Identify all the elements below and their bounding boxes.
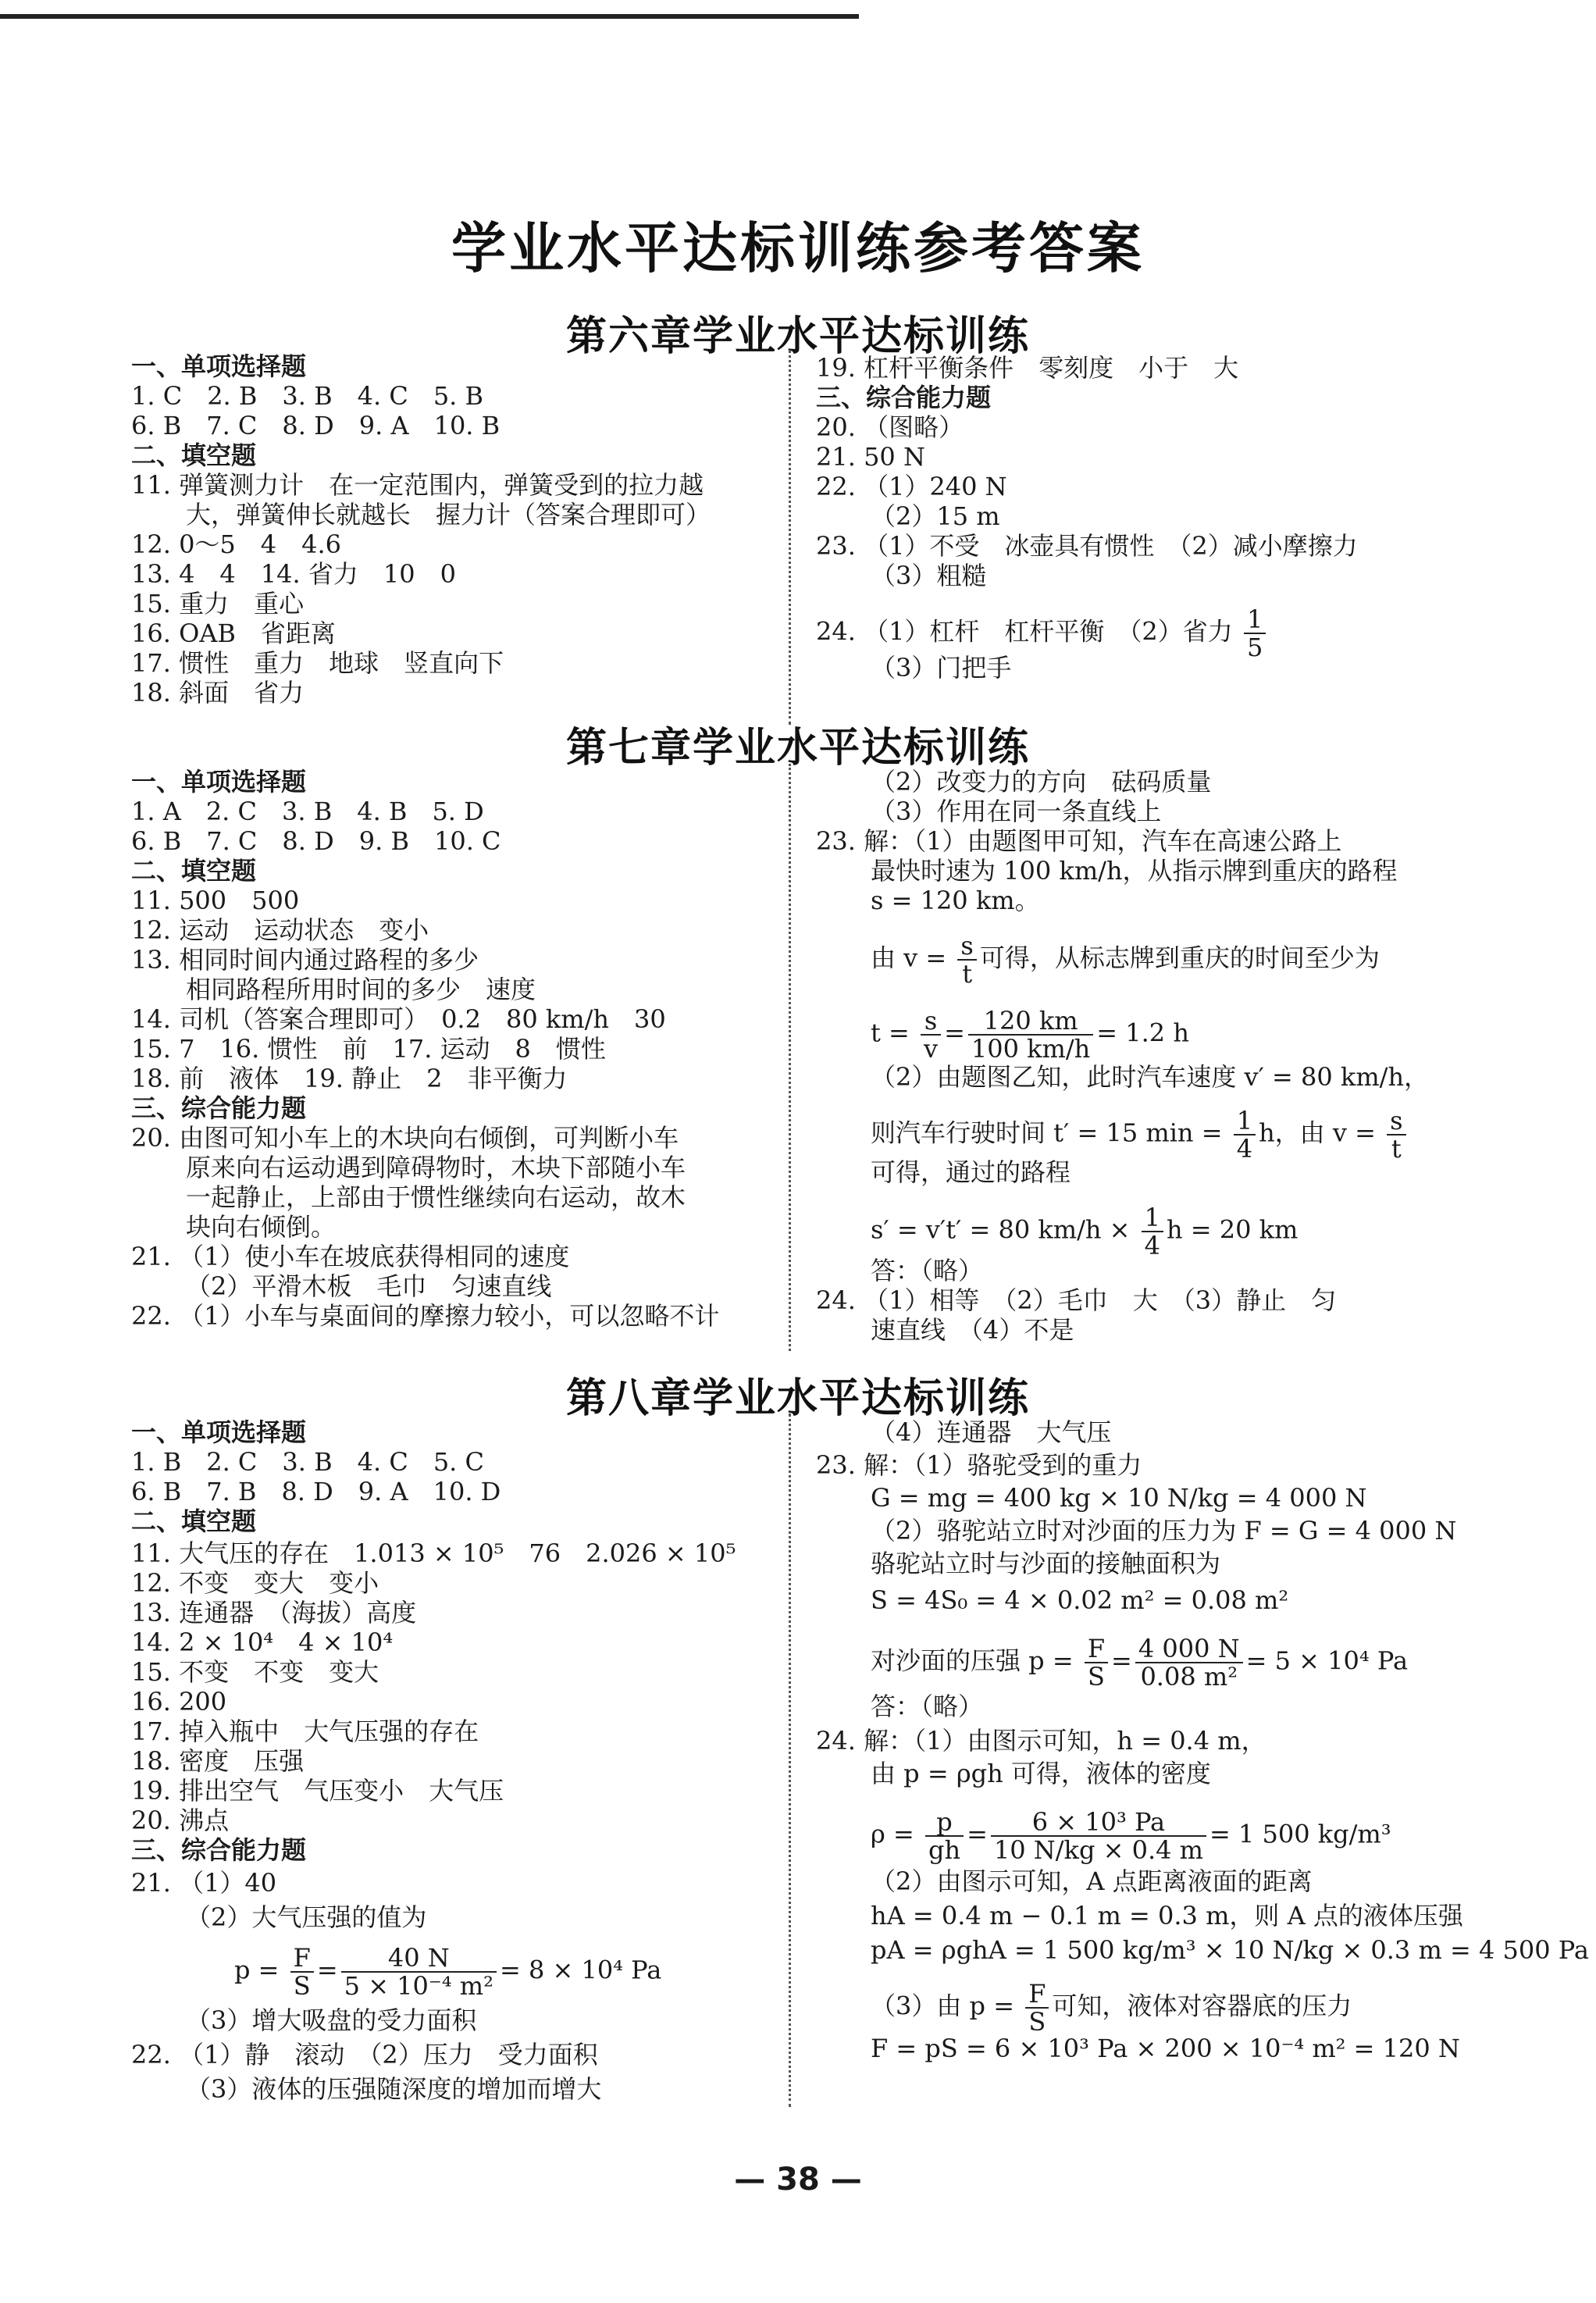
- fraction-p-gh: $\frac{p}{gh}$: [925, 1809, 964, 1863]
- ch7-line: 块向右倾倒。: [186, 1212, 337, 1242]
- ch8-line: 6. B 7. B 8. D 9. A 10. D: [131, 1477, 501, 1506]
- ch6-line: 大，弹簧伸长就越长 握力计（答案合理即可）: [186, 500, 711, 529]
- page-number-value: 38: [776, 2162, 820, 2198]
- ch6-line: 6. B 7. C 8. D 9. A 10. B: [131, 411, 501, 440]
- ch7-heading-fill: 二、填空题: [131, 856, 257, 886]
- ch6-line: 16. OAB 省距离: [131, 619, 336, 648]
- ch6-line: 15. 重力 重心: [131, 589, 305, 619]
- page-number: — 38 —: [734, 2162, 862, 2198]
- ch7-line: （2）平滑木板 毛巾 匀速直线: [186, 1271, 552, 1301]
- ch8-line: 11. 大气压的存在 1.013 × 10⁵ 76 2.026 × 10⁵: [131, 1538, 736, 1568]
- ch6-line: 19. 杠杆平衡条件 零刻度 小于 大: [816, 353, 1239, 383]
- ch7-line: 18. 前 液体 19. 静止 2 非平衡力: [131, 1064, 568, 1093]
- ch7-line: 23. 解：（1）由题图甲可知，汽车在高速公路上: [816, 826, 1342, 856]
- ch8-line: hA = 0.4 m − 0.1 m = 0.3 m，则 A 点的液体压强: [871, 1901, 1463, 1930]
- ch8-line: 20. 沸点: [131, 1806, 230, 1835]
- ch8-line: 骆驼站立时与沙面的接触面积为: [871, 1549, 1221, 1578]
- ch7-line: 相同路程所用时间的多少 速度: [186, 975, 536, 1004]
- ch8-line: 14. 2 × 10⁴ 4 × 10⁴: [131, 1627, 394, 1657]
- ch6-line: 12. 0～5 4 4.6: [131, 529, 342, 559]
- fraction-120-100: $\frac{120 km}{100 km/h}$: [968, 1007, 1093, 1062]
- ch8-line: 13. 连通器 （海拔）高度: [131, 1598, 417, 1627]
- fraction-F-S: $\frac{F}{S}$: [1085, 1635, 1108, 1690]
- column-divider: [789, 764, 791, 1351]
- ch7-line: 14. 司机（答案合理即可） 0.2 80 km/h 30: [131, 1004, 666, 1034]
- ch7-line: 24. （1）相等 （2）毛巾 大 （3）静止 匀: [816, 1285, 1337, 1315]
- ch6-line: 13. 4 4 14. 省力 10 0: [131, 559, 456, 589]
- ch8-line: （3）液体的压强随深度的增加而增大: [186, 2074, 602, 2104]
- chapter7-title: 第七章学业水平达标训练: [565, 725, 1030, 772]
- ch6-line: 21. 50 N: [816, 442, 925, 472]
- ch8-formula-pressure: 对沙面的压强 p = $\frac{F}{S}$ = $\frac{4 000 N}{\text{0.08 m²}}$ = 5 × 10⁴ Pa: [871, 1634, 1409, 1692]
- ch8-line: 17. 掉入瓶中 大气压强的存在: [131, 1717, 479, 1746]
- ch6-heading-fill: 二、填空题: [131, 440, 257, 470]
- ch6-line: （3）门把手: [871, 653, 1012, 683]
- page-title: 学业水平达标训练参考答案: [451, 216, 1145, 280]
- fraction-40N: $\frac{40 N}{\text{5 × 10⁻⁴ m²}}$: [341, 1945, 497, 1999]
- ch7-line: 可得，通过的路程: [871, 1157, 1071, 1187]
- ch8-line: （2）骆驼站立时对沙面的压力为 F = G = 4 000 N: [871, 1516, 1457, 1545]
- ch6-line: 18. 斜面 省力: [131, 678, 305, 708]
- ch8-line: 18. 密度 压强: [131, 1746, 305, 1776]
- ch7-line: （3）作用在同一条直线上: [871, 797, 1162, 826]
- ch8-line: G = mg = 400 kg × 10 N/kg = 4 000 N: [871, 1483, 1367, 1513]
- fraction-1-4: $\frac{1}{4}$: [1142, 1204, 1163, 1259]
- ch7-formula-v: 由 v = $\frac{s}{t}$ 可得，从标志牌到重庆的时间至少为: [871, 931, 1380, 989]
- ch6-line: 20. （图略）: [816, 412, 964, 442]
- ch7-line: 原来向右运动遇到障碍物时，木块下部随小车: [186, 1153, 686, 1182]
- ch7-line: （2）改变力的方向 砝码质量: [871, 767, 1212, 797]
- ch8-formula-rho: ρ = $\frac{p}{gh}$ = $\frac{\text{6 × 10³ Pa}}{10 N/kg \times 0.4 m}$ = 1 500 kg/m³: [871, 1807, 1391, 1865]
- ch8-line: 23. 解：（1）骆驼受到的重力: [816, 1450, 1142, 1480]
- ch7-line: （2）由题图乙知，此时汽车速度 v′ = 80 km/h，: [871, 1062, 1430, 1092]
- ch6-line: （3）粗糙: [871, 561, 987, 590]
- ch8-heading-comp: 三、综合能力题: [131, 1835, 307, 1865]
- ch6-line: 22. （1）240 N: [816, 472, 1007, 501]
- top-rule: [0, 14, 859, 19]
- ch8-line: F = pS = 6 × 10³ Pa × 200 × 10⁻⁴ m² = 120 N: [871, 2034, 1460, 2063]
- ch8-line: S = 4S₀ = 4 × 0.02 m² = 0.08 m²: [871, 1585, 1289, 1615]
- ch8-line: 15. 不变 不变 变大: [131, 1657, 379, 1687]
- ch8-line: 21. （1）40: [131, 1868, 277, 1898]
- ch8-formula-force: （3）由 p = $\frac{F}{S}$ 可知，液体对容器底的压力: [871, 1979, 1352, 2037]
- ch8-line: （4）连通器 大气压: [871, 1417, 1112, 1447]
- ch7-line: s = 120 km。: [871, 886, 1040, 915]
- ch6-line: 1. C 2. B 3. B 4. C 5. B: [131, 381, 484, 411]
- ch7-line: 15. 7 16. 惯性 前 17. 运动 8 惯性: [131, 1034, 606, 1064]
- ch8-line: 22. （1）静 滚动 （2）压力 受力面积: [131, 2040, 598, 2069]
- fraction-6e3: $\frac{\text{6 × 10³ Pa}}{10 N/kg \times 0.4 m}$: [991, 1809, 1206, 1863]
- ch7-line: 速直线 （4）不是: [871, 1315, 1074, 1345]
- column-divider: [789, 1414, 791, 2107]
- ch7-line: 13. 相同时间内通过路程的多少: [131, 945, 479, 975]
- ch8-line: 12. 不变 变大 变小: [131, 1568, 379, 1598]
- ch8-heading-fill: 二、填空题: [131, 1506, 257, 1536]
- ch8-formula-p: p = $\frac{F}{S}$ = $\frac{40 N}{\text{5 × 10⁻⁴ m²}}$ = 8 × 10⁴ Pa: [234, 1943, 662, 2001]
- ch7-heading-comp: 三、综合能力题: [131, 1093, 307, 1123]
- ch7-line: 6. B 7. C 8. D 9. B 10. C: [131, 826, 501, 856]
- ch8-line: pA = ρghA = 1 500 kg/m³ × 10 N/kg × 0.3 m = 4 500 Pa: [871, 1935, 1589, 1965]
- fraction-F-S: $\frac{F}{S}$: [290, 1945, 314, 1999]
- ch8-line: 24. 解：（1）由图示可知，h = 0.4 m，: [816, 1726, 1266, 1756]
- ch8-line: 由 p = ρgh 可得，液体的密度: [871, 1759, 1211, 1788]
- ch6-line: 11. 弹簧测力计 在一定范围内，弹簧受到的拉力越: [131, 470, 704, 500]
- ch8-line: 19. 排出空气 气压变小 大气压: [131, 1776, 504, 1806]
- ch7-line: 12. 运动 运动状态 变小: [131, 915, 429, 945]
- ch7-line: 最快时速为 100 km/h，从指示牌到重庆的路程: [871, 856, 1398, 886]
- ch6-heading-single: 一、单项选择题: [131, 351, 307, 381]
- ch8-line: （3）增大吸盘的受力面积: [186, 2005, 477, 2035]
- fraction-F-S: $\frac{F}{S}$: [1025, 1980, 1049, 2035]
- ch8-line: （2）大气压强的值为: [186, 1902, 427, 1932]
- ch7-line: 20. 由图可知小车上的木块向右倾倒，可判断小车: [131, 1123, 679, 1153]
- ch6-heading-comp: 三、综合能力题: [816, 383, 992, 412]
- ch7-line: 答：（略）: [871, 1256, 984, 1285]
- fraction-s-t: $\frac{s}{t}$: [957, 932, 976, 987]
- fraction-1-5: $\frac{1}{5}$: [1244, 606, 1266, 661]
- ch7-line: 22. （1）小车与桌面间的摩擦力较小，可以忽略不计: [131, 1301, 720, 1331]
- ch7-formula-time: 则汽车行驶时间 t′ = 15 min = $\frac{1}{4}$ h，由 v = $\frac{s}{t}$: [871, 1107, 1409, 1162]
- ch7-line: 1. A 2. C 3. B 4. B 5. D: [131, 797, 484, 826]
- ch8-line: 16. 200: [131, 1687, 227, 1717]
- chapter8-title: 第八章学业水平达标训练: [565, 1375, 1030, 1422]
- fraction-4000-008: $\frac{4 000 N}{\text{0.08 m²}}$: [1135, 1635, 1243, 1690]
- fraction-s-t: $\frac{s}{t}$: [1387, 1107, 1405, 1162]
- ch8-heading-single: 一、单项选择题: [131, 1417, 307, 1447]
- ch6-line-24: 24. （1）杠杆 杠杆平衡 （2）省力 $\frac{1}{5}$: [816, 606, 1269, 661]
- fraction-1-4: $\frac{1}{4}$: [1234, 1107, 1256, 1162]
- ch6-line: 17. 惯性 重力 地球 竖直向下: [131, 648, 504, 678]
- column-divider: [789, 350, 791, 725]
- ch7-formula-s: s′ = v′t′ = 80 km/h × $\frac{1}{4}$ h = 20 km: [871, 1203, 1299, 1260]
- ch7-line: 11. 500 500: [131, 886, 300, 915]
- chapter6-title: 第六章学业水平达标训练: [565, 313, 1030, 360]
- ch7-heading-single: 一、单项选择题: [131, 767, 307, 797]
- ch8-line: （2）由图示可知，A 点距离液面的距离: [871, 1866, 1313, 1896]
- ch7-line: 21. （1）使小车在坡底获得相同的速度: [131, 1242, 570, 1271]
- ch7-formula-t: t = $\frac{s}{v}$ = $\frac{120 km}{100 km/h}$ = 1.2 h: [871, 1006, 1189, 1064]
- ch8-line: 1. B 2. C 3. B 4. C 5. C: [131, 1447, 485, 1477]
- ch6-line: 23. （1）不受 冰壶具有惯性 （2）减小摩擦力: [816, 531, 1358, 561]
- ch7-line: 一起静止，上部由于惯性继续向右运动，故木: [186, 1182, 686, 1212]
- fraction-s-v: $\frac{s}{v}$: [921, 1007, 941, 1062]
- ch6-line: （2）15 m: [871, 501, 1000, 531]
- ch8-line: 答：（略）: [871, 1692, 984, 1721]
